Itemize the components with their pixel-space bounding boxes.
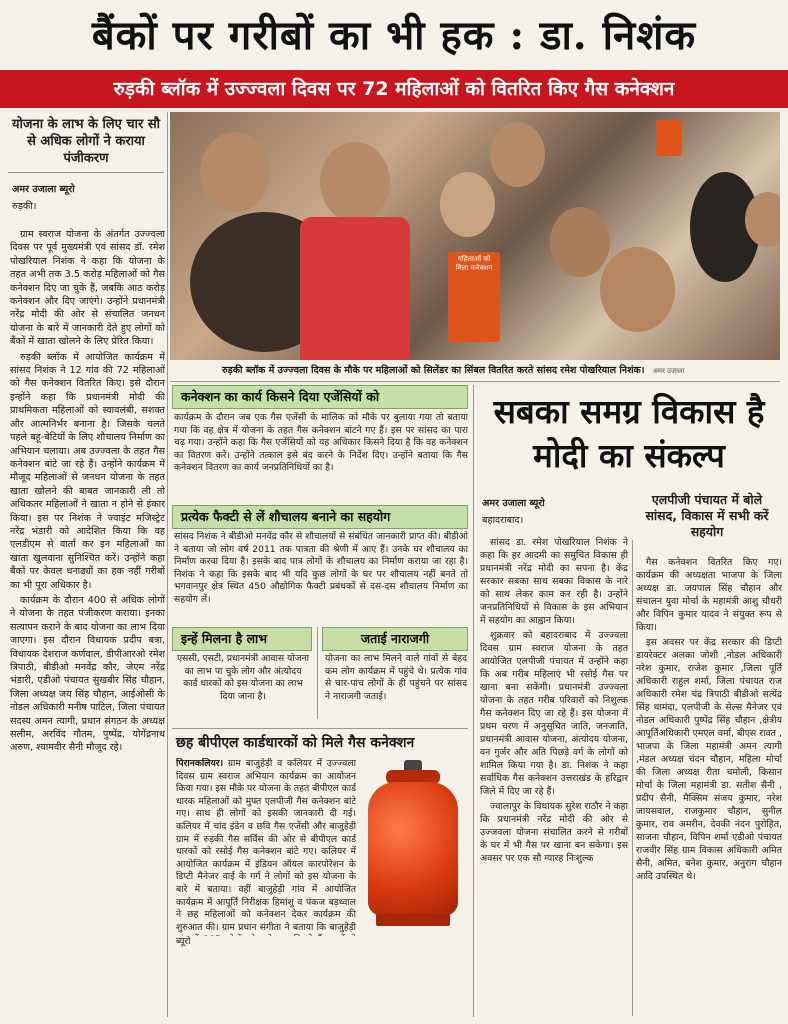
box-text: कार्यक्रम के दौरान जब एक गैस एजेंसी के मालिक को मौके पर बुलाया गया तो बताया गया कि वह क्षेत्र में योजना के तहत गैस कनेक्शन बांटने गए हैं। इस पर सांसद का पारा चढ़ गया। उन्होंने कहा कि गैस एजेंसियों को यह अधिकार किसने दिया है कि वह कनेक्शन का वितरण करें। उन्होंने तत्काल इसे बंद करने के निर्देश दिए। उन्होंने बताया कि गैस कनेक्शन वितरण का कार्य जनप्रतिनिधियों का है। <box>174 412 468 474</box>
right-col-b <box>636 556 782 1018</box>
right-paragraph: सांसद डा. रमेश पोखरियाल निशंक ने कहा कि हर आदमी का समुचित विकास ही प्रधानमंत्री नरेंद्र मोदी का सपना है। केंद्र सरकार सबका साथ सबका विकास के नारे को साथ लेकर काम कर रही है। उन्होंने जनप्रतिनिधियों से विकास के इस अभियान में सहयोग का आह्वान किया। <box>480 537 628 626</box>
box-text: योजना का लाभ मिलने वाले गांवों से बेहद कम लोग कार्यक्रम में पहुंचे थे। प्रत्येक गांव से चार-पांच लोगों के ही पहुंचने पर सांसद ने नाराजगी जताई। <box>325 653 467 702</box>
cylinder-poster <box>656 120 682 156</box>
left-paragraph: ग्राम स्वराज योजना के अंतर्गत उज्ज्वला दिवस पर पूर्व मुख्यमंत्री एवं सांसद डॉ. रमेश पोखरियाल निशंक ने कहा कि योजना के तहत अभी तक 3.5 करोड़ महिलाओं को गैस कनेक्शन दिए जा चुके हैं, जबकि आठ करोड़ कनेक्शन और दिए जाएंगे। उन्होंने प्रधानमंत्री नरेंद्र मोदी की ओर से संचालित जनधन योजना के बारे में जानकारी देते हुए लोगों को बैंकों में खाता खोलने के लिए प्रेरित किया। <box>10 229 165 348</box>
photo-caption <box>170 360 780 382</box>
person-face <box>550 207 610 277</box>
headline: बैंकों पर गरीबों का भी हक : डा. निशंक <box>91 12 697 59</box>
divider <box>8 172 164 173</box>
poster-text: महिलाओं को मिला कनेक्शन <box>455 255 493 272</box>
divider <box>172 728 468 729</box>
column-rule <box>167 112 168 1017</box>
caption-text: रुड़की ब्लॉक में उज्ज्वला दिवस के मौके पर महिलाओं को सिलेंडर का सिंबल वितरित करते सांसद रमेश पोखरियाल निशंक। <box>222 365 645 376</box>
left-paragraph: रुड़की ब्लॉक में आयोजित कार्यक्रम में सांसद निशंक ने 12 गांव की 72 महिलाओं को गैस कनेक्शन वितरित किए। इसे दौरान इन्होंने कहा कि प्रधानमंत्री मोदी की प्राथमिकता महिलाओं को स्वावलंबी, सशक्त और आत्मनिर्भर बनाना है। जिसके चलते पहले बहू-बेटियों के लिए शौचालय निर्माण का अभियान चलाया। अब उज्ज्वला के तहत गैस कनेक्शन बांटे जा रहे हैं। उन्होंने कार्यक्रम में मौजूद महिलाओं से जनधन योजना के तहत खाता खोलने की बाबत जानकारी ली तो अधिकतर महिलाओं ने खाता न होने से इंकार किया। इस पर निशंक ने ज्वाइंट मजिस्ट्रेट नरेंद्र भंडारी को आदेशित किया कि वह एलडीएम से वार्ता कर इन महिलाओं का खाता खुलवाना सुनिश्चित करें। उन्होंने कहा बैंकों पर केवल धनाढ्यों का हक नहीं गरीबों का भी पूरा अधिकार है। <box>10 351 165 591</box>
right-place: बहादराबाद। <box>482 515 524 526</box>
right-paragraph: इस अवसर पर केंद्र सरकार की डिप्टी डायरेक्टर अलका जोशी ,नोडल अधिकारी नरेश कुमार, राजेश कुमार ,जिला पूर्ति अधिकारी राहुल शर्मा, जिला पंचायत राज अधिकारी रमेश चंद्र त्रिपाठी बीडीओ सत्येंद्र सिंह धामंदा, एलपीजी के सेल्स मैनेजर एवं नोडल अधिकारी पुष्पेंद्र सिंह चौहान ,क्षेत्रीय आपूर्तिअधिकारी एमएल वर्मा, बीएस रावत , भाजपा के जिला महामंत्री अमन त्यागी ,मंडल अध्यक्ष चंदन चौहान, महिला मोर्चा की जिला अध्यक्ष रीता चमोली, किसान मोर्चा के जिला महामंत्री डा. सतीश सैनी , प्रदीप सैनी, मैक्सिम संजय कुमार, नरेश जायसवाल, राजकुमार चौहान, सुनील कुमार, राव अमरीन, देवकी नंदन पुरोहित, साजना चौहान, विपिन शर्मा एडीओ पंचायत राजवीर सिंह ग्राम विकास अधिकारी अमित सैनी, अमित, बनेश कुमार, अनुराग चौहान आदि उपस्थित थे। <box>636 637 782 882</box>
box-title: इन्हें मिलना है लाभ <box>172 627 312 651</box>
photo-credit: अमर उजाला <box>652 367 685 375</box>
red-vest <box>300 217 410 360</box>
story-title: छह बीपीएल कार्डधारकों को मिले गैस कनेक्शन <box>176 735 415 751</box>
right-paragraph: शुक्रवार को बहादराबाद में उज्ज्वला दिवस ग्राम स्वराज योजना के तहत आयोजित एलपीजी पंचायत में उन्होंने कहा कि अब गरीब महिलाएं भी रसोई गैस पर खाना बना सकेंगी। प्रधानमंत्री उज्ज्वला योजना के तहत गरीब परिवारों को निशुल्क गैस कनेक्शन दिए जा रहे हैं। इस योजना में प्रथम चरण में अनुसूचित जाति, जनजाति, प्रधानमंत्री आवास योजना, अंत्योदय योजना, वन गुर्जर और अति पिछड़े वर्ग के लोगों को शामिल किया गया है। डा. निशंक ने कहा सर्वाधिक गैस कनेक्शन उत्तराखंड के हरिद्वार जिले में दिए जा रहे हैं। <box>480 630 628 797</box>
column-rule <box>473 385 474 1017</box>
story-place: पिरानकलियर। <box>176 758 224 769</box>
box-text: सांसद निशंक ने बीडीओ मनवेंद्र कौर से शौचालयों से संबंधित जानकारी प्राप्त की। बीडीओ ने बताया जो लोग वर्ष 2011 तक पात्रता की श्रेणी में आए हैं। उनके घर शौचालय का निर्माण करवा दिया है। इसके बाद पात्र लोगों के शौचालय का निर्माण कराया जा रहा है। निशंक ने कहा कि इसके बाद भी यदि कुछ लोगों के घर पर शौचालय नहीं बनते तो भगवानपुर क्षेत्र स्थित 450 औद्योगिक फैक्टी प्रबंधकों से दस-दस शौचालय निर्माण का सहयोग लें। <box>174 531 468 605</box>
right-kicker: एलपीजी पंचायत में बोले सांसद, विकास में सभी करें सहयोग <box>645 492 769 539</box>
box-title: जताई नाराजगी <box>322 627 468 651</box>
cylinder-body <box>368 782 458 916</box>
left-byline: अमर उजाला ब्यूरो <box>12 184 75 195</box>
person-face <box>440 172 495 237</box>
person-face <box>600 247 675 332</box>
event-photo <box>170 112 780 360</box>
story-signoff: ब्यूरो <box>176 936 191 947</box>
box-title: प्रत्येक फैक्टी से लें शौचालय बनाने का सहयोग <box>172 505 468 529</box>
person-face <box>490 122 545 187</box>
column-rule <box>317 627 318 719</box>
cylinder-poster <box>448 252 500 342</box>
gas-cylinder-illustration <box>360 760 466 930</box>
subheadline-banner: रुड़की ब्लॉक में उज्ज्वला दिवस पर 72 महिलाओं को वितरित किए गैस कनेक्शन <box>0 70 788 108</box>
left-place: रुड़की। <box>12 201 37 212</box>
person-face <box>320 142 390 222</box>
right-byline: अमर उजाला ब्यूरो <box>482 498 545 509</box>
box-text: एससी, एसटी, प्रधानमंत्री आवास योजना का लाभ पा चुके लोग और अंत्योदय कार्ड धारकों को इस योजना का लाभ दिया जाना है। <box>176 653 310 702</box>
story-body: ग्राम बाजुहेड़ी व कलियर में उज्ज्वला दिवस ग्राम स्वराज अभियान कार्यक्रम का आयोजन किया गया। इस मौके पर योजना के तहत बीपीएल कार्ड धारक महिलाओं को मुफ्त एलपीजी गैस कनेक्शन बांटे गए। साथ ही लोगों को इसकी जानकारी दी गई। कलियर में चांद इंडेन व छवि गैस एजेंसी और बाजुहेड़ी ग्राम में रुड़की गैस सर्विस की ओर से बीपीएल कार्ड धारकों को रसोई गैस कनेक्शन बांटे गए। कलियर में आयोजित कार्यक्रम में इंडियन ऑयल कारपोरेशन के डिप्टी मैनेजर वाई के गर्ग ने लोगों को इस योजना के बारे में बताया। वहीं बाजुहेड़ी गांव में आयोजित कार्यक्रम में आपूर्ति निरीक्षक हिमांशु व पंकज बड़थ्वाल ने छह महिलाओं को कनेक्शन देकर कार्यक्रम की शुरुआत की। ग्राम प्रधान संगीता ने बताया कि बाजुहेड़ी <box>176 758 356 933</box>
right-paragraph: ज्वालापुर के विधायक सुरेश राठौर ने कहा कि प्रधानमंत्री नरेंद्र मोदी की ओर से उज्जवला योजना संचालित करने से गरीबों के घर में भी गैस पर खाना बन सकेगा। इस अवसर पर एक सौ ग्यारह निःशुल्क <box>480 801 628 864</box>
right-headline: सबका समग्र विकास है मोदी का संकल्प <box>493 392 765 475</box>
left-paragraph: कार्यक्रम के दौरान 400 से अधिक लोगों ने योजना के तहत पंजीकरण कराया। इनका सत्यापन कराने के बाद योजना का लाभ दिया जाएगा। इस दौरान विधायक प्रदीप बत्रा, विधायक देशराज कर्णवाल, डीपीआरओ रमेश त्रिपाठी, बीडीओ मनवेंद्र कौर, जेएम नरेंद्र भंडारी, एडीओ पंचायत सुखबीर सिंह चौहान, जिला अध्यक्ष जय सिंह चौहान, आईओसी के नोडल अधिकारी मनीष पाटिल, जिला पंचायत सदस्य अमन त्यागी, प्रधान संगठन के अध्यक्ष सलीम, अरविंद गौतम, पुष्पेंद्र, योगेंद्रनाथ अरुण, श्यामवीर सैनी मौजूद रहे। <box>10 594 165 754</box>
right-col-a <box>480 536 628 1018</box>
left-article-body <box>10 228 165 1018</box>
story-text-continued <box>176 936 466 1014</box>
column-rule <box>632 540 633 1016</box>
right-paragraph: गैस कनेक्शन वितरित किए गए। कार्यक्रम की अध्यक्षता भाजपा के जिला अध्यक्ष डा. जयपाल सिंह चौहान और संचालन युवा मोर्चा के महामंत्री आशु चौधरी और विपिन कुमार यादव ने संयुक्त रूप से किया। <box>636 557 782 633</box>
left-kicker: योजना के लाभ के लिए चार सौ से अधिक लोगों ने कराया पंजीकरण <box>11 117 161 166</box>
cylinder-base <box>376 914 450 926</box>
person-face <box>200 132 270 212</box>
box-title: कनेक्शन का कार्य किसने दिया एजेंसियों को <box>172 385 468 409</box>
story-text <box>176 758 356 936</box>
